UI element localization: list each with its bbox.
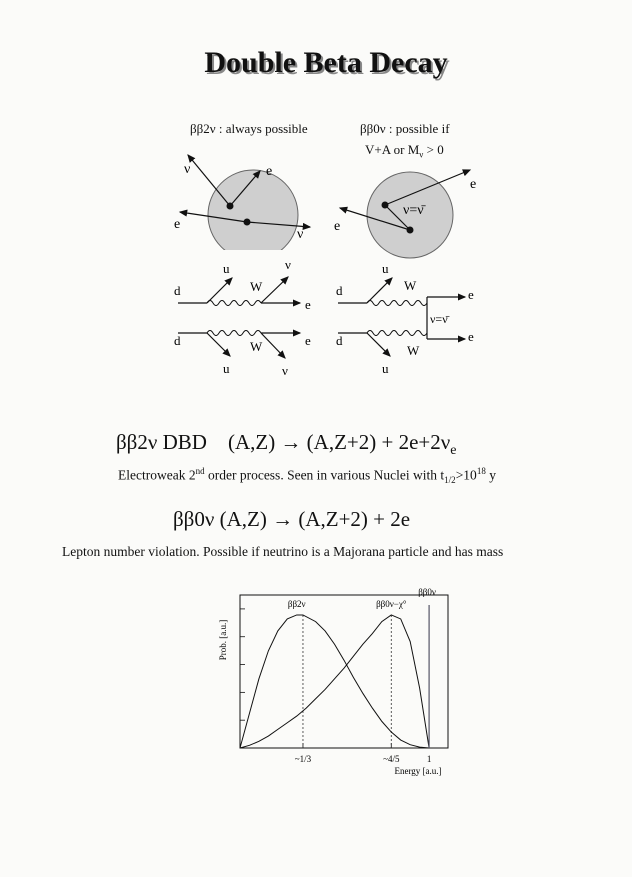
x-axis-label: Energy [a.u.] <box>394 766 442 776</box>
label-nu: ν <box>285 257 291 272</box>
label-u: u <box>223 361 230 376</box>
label-e: e <box>334 219 341 234</box>
right-diagram-caption-2: V+A or $M_\nu > 0$ <box>365 142 444 160</box>
energy-spectrum-chart <box>210 585 460 785</box>
equation-2nu-note: Electroweak 2nd order process. Seen in various Nuclei with $t_{1/2}>10^{18}$ y <box>118 466 496 486</box>
label-d: d <box>174 283 181 298</box>
label-d: d <box>336 283 343 298</box>
label-e: e <box>305 297 311 312</box>
label-e: e <box>174 217 181 232</box>
label-d: d <box>336 333 343 348</box>
label-u: u <box>382 261 389 276</box>
equation-2nu: ββ2ν DBD $(A,Z) \to (A,Z+2) + 2e+2\nu_e$ <box>116 430 457 459</box>
label-nu-identity: ν=ν̄ <box>403 203 424 218</box>
left-diagram-caption: ββ2ν : always possible <box>190 121 308 136</box>
right-diagram-caption-1: ββ0ν : possible if <box>360 121 450 136</box>
series-label: ββ0ν−χ° <box>376 598 407 609</box>
label-nu-identity: ν=ν̄ <box>430 312 448 326</box>
equation-0nu: ββ0ν (A,Z) → (A,Z+2) + 2e <box>173 507 411 531</box>
feynman-diagram-0nu <box>332 255 492 385</box>
label-w: W <box>404 278 417 293</box>
series-line-0nu-majoron <box>240 615 429 748</box>
equation-0nu-note: Lepton number violation. Possible if neutrino is a Majorana particle and has mass <box>62 544 504 559</box>
label-nu: ν <box>297 227 304 242</box>
chart-frame <box>240 595 448 748</box>
label-d: d <box>174 333 181 348</box>
label-u: u <box>223 261 230 276</box>
label-nu: ν <box>184 162 191 177</box>
label-w: W <box>407 343 420 358</box>
x-tick-label: ~4/5 <box>383 754 400 764</box>
feynman-diagram-2nu <box>170 255 330 385</box>
x-tick-label: ~1/3 <box>294 754 312 764</box>
series-line-2nu <box>240 615 429 748</box>
label-nu: ν <box>282 363 288 378</box>
label-w: W <box>250 339 263 354</box>
right-decay-diagram <box>330 160 500 260</box>
label-e: e <box>266 164 273 179</box>
page-title: Double Beta Decay <box>204 46 448 79</box>
label-e: e <box>468 287 474 302</box>
label-e: e <box>470 177 477 192</box>
left-decay-diagram <box>160 140 340 250</box>
series-label: ββ0ν <box>418 586 436 597</box>
label-e: e <box>468 329 474 344</box>
nucleus-circle <box>208 170 298 250</box>
label-u: u <box>382 361 389 376</box>
y-axis-label: Prob. [a.u.] <box>218 619 228 661</box>
label-w: W <box>250 279 263 294</box>
series-label: ββ2ν <box>287 598 306 609</box>
label-e: e <box>305 333 311 348</box>
x-tick-label: 1 <box>426 754 432 764</box>
